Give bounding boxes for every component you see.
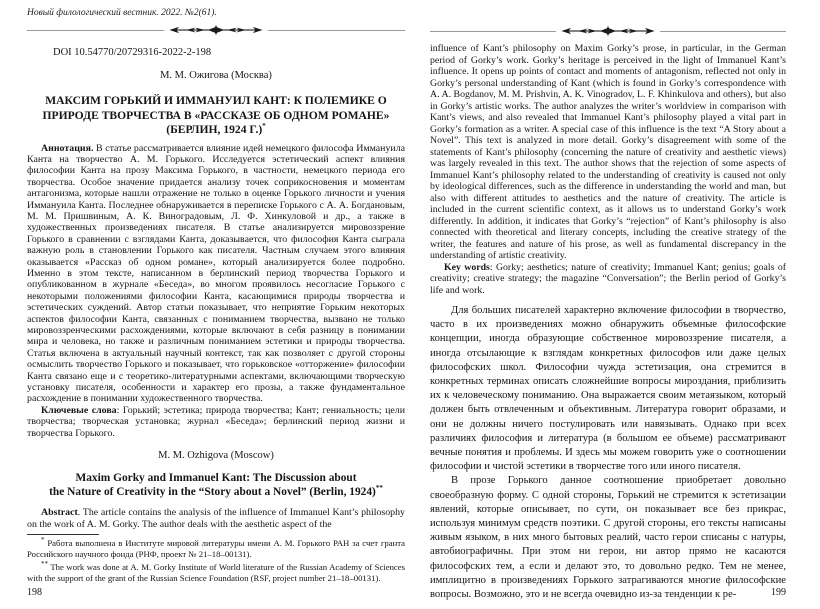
doi: DOI 10.54770/20729316-2022-2-198 [53,47,212,58]
fleuron-icon [168,23,264,37]
article-title-ru [27,94,405,138]
body-paragraph-2: В прозе Горького данное соотношение приобретает довольно своеобразную форму. С одной стороны, Горький не стремится к эстетизации явлений, которые описывает, по сути, он показывает все без прикрас, используя минимум средств поэтики. С другой стороны, его тексты написаны живым языком, в них много бытовых реалий, часто герои списаны с натуры, автобиографичны. При этом ни герои, ни автор прямо не касаются философских тем, а если и делают это, то довольно редко. Тем не менее, имплицитно в произведениях Горького затрагиваются многие философские вопросы. Возможно, это и не всегда очевидно из-за тенденции к ре- [430,475,786,601]
page-left [27,8,405,605]
ornament-divider [430,24,786,38]
author-en: M. M. Ozhigova (Moscow) [158,450,274,462]
abstract-en-text-part1: . The article contains the analysis of the influence of Immanuel Kant’s philosophy on the work of A. M. Gorky. The author deals with the aesthetic aspect of the [27,507,405,530]
keywords-en [430,262,786,297]
page-number-left: 198 [27,587,42,598]
abstract-ru-text: В статье рассматривается влияние идей немецкого философа Иммануила Канта на творчество А. М. Горького. Исследуется эстетический аспект влияния философии Канта на прозу Максима Горького, в частности, немецкого периода его творчества. Особое значение придается анализу точек соприкосновения и моментам антагонизма, которые нашли отражение не только в оценке Горького личности и учения Иммануила Канта. Последнее обнаруживается в переписке Горького с А. А. Богдановым, М. М. Пришвиным, А. К. Виноградовым, Л. Ф. Хинкуловой и др., а также в художественных произведениях писателя. В статье анализируется мировоззрение Горького в сравнении с взглядами Канта, доказывается, что философия Канта сыграла важную роль в становлении Горького как писателя. Частным случаем этого влияния оказывается «Рассказ об одном романе», который анализируется более подробно. Именно в этом тексте, написанном в берлинский период творчества Горького и опубликованном в журнале «Беседа», во многом проявилось несогласие Горького с некоторыми положениями философии Канта, касающимися природы творчества и эстетических суждений. Автор статьи показывает, что неприятие Горьким некоторых аспектов философии Канта, связанных с пониманием творчества, вызвано не только мировоззренческими расхождениями, которые включают в себя разницу в понимании мира и человека, но также и различным пониманием эстетики и природы творчества. Статья включена в актуальный научный контекст, так как позволяет с другой стороны осмыслить творчество Горького и показывает, что горьковское «отторжение» философии Канта связано еще и с теоретико-литературными аспектами, включающими творческую установку писателя, особенности и характер его прозы, а также фундаментальное расхождение в понимании художественного творчества. [27,142,405,405]
title-en-line1: Maxim Gorky and Immanuel Kant: The Discussion about [75,472,357,485]
journal-running-head: Новый филологический вестник. 2022. №2(61). [27,8,217,18]
title-ru-line3-text: (БЕРЛИН, 1924 Г.) [166,123,263,136]
ornament-rule-left [430,31,556,32]
abstract-en-part2: influence of Kant’s philosophy on Maxim Gorky’s prose, in particular, in the German period of Gorky’s work. Gorky’s heritage is perceived in the light of Immanuel Kant’s influence. It opens up points of contact and moments of antagonism, reflected not only in Gorky’s personal understanding of Kant (which is found in Gorky’s correspondence with A. A. Bogdanov, M. M. Prishvin, A. K. Vinogradov, L. F. Khinkulova and others), but also in Gorky’s artistic works. The author analyzes the writer’s worldview in comparison with Kant’s views, and also revealed that Immanuel Kant’s philosophy played a vital part in Gorky’s formation as a writer. A special case of this influence is the text “A Story about a Novel”. This text is analyzed in more detail. Gorky’s disagreement with some of the statements of Kant’s philosophy (concerning the nature of creativity and aesthetic views) was largely revealed in this text. The author shows that the rejection of some aspects of Immanuel Kant’s philosophy related to the understanding of creativity is caused not only by ideological differences, such as the difference in understanding the world and man, but also with different attitudes to aesthetics and the nature of creativity. The article is included in the current scientific context, as it allows us to understand Gorky’s work differently. In addition, it indicates that Gorky’s “rejection” of Kant’s philosophy is also connected with theoretical and literary concepts, including the creative strategy of the writer, the features and nature of his prose, as well as fundamental discrepancy in the understanding of artistic creativity. [430,43,786,261]
title-ru-footnote-marker: * [262,122,266,131]
page-right [430,8,786,605]
ornament-rule-right [268,30,405,31]
author-ru: М. М. Ожигова (Москва) [160,70,272,81]
title-en-line2 [27,483,405,500]
abstract-ru-label: Аннотация. [41,142,94,154]
footnote-separator [27,534,99,535]
page-number-right: 199 [771,587,786,598]
title-ru-line3 [27,123,405,138]
keywords-ru-text: : Горький; эстетика; природа творчества; Кант; гениальность; цели творчества; творческая установка; журнал «Беседа»; берлинский период жизни и творчества Горького. [27,404,405,439]
footnote-en-marker: ** [41,560,48,569]
title-en-line2-text: the Nature of Creativity in the “Story about a Novel” (Berlin, 1924) [49,485,376,498]
keywords-en-label: Key words [444,261,490,273]
footnote-ru-marker: * [41,536,45,545]
keywords-en-text: : Gorky; aesthetics; nature of creativity; Immanuel Kant; genius; goals of creativity; creative strategy; the magazine “Conversation”; the Berlin period of Gorky’s life and work. [430,261,786,296]
abstract-en-label: Abstract [41,507,78,519]
title-en-footnote-marker: ** [375,483,383,492]
footnote-ru [27,538,405,559]
footnote-en-text: The work was done at A. M. Gorky Institute of World literature of the Russian Academy of Sciences with the support of the grant of the Russian Science Foundation (RSF, project number 21–18–00131). [27,562,405,583]
body-paragraph-1: Для больших писателей характерно включение философии в творчество, часто в их произведениях можно обнаружить объемные философские концепции, иногда образующие собственное мировоззрение писателя, а иногда отсылающие к взглядам конкретных философов или даже целых философских школ. Философии чужда эстетизация, она стремится в конкретных терминах описать сложнейшие вопросы мироздания, приблизить их к человеческому пониманию. Она выражается своим метаязыком, который должен быть отвлеченным и объективным. Литература говорит образами, и они не должны ничего постулировать или навязывать. Однако при всех различиях философия и литература (в большом ее объеме) рассматривают вечные понятия и проблемы. И здесь мы можем говорить уже о соотношении философии и чистой эстетики в творчестве того или иного писателя. [430,305,786,473]
title-ru-line1: МАКСИМ ГОРЬКИЙ И ИММАНУИЛ КАНТ: К ПОЛЕМИКЕ О [45,94,387,107]
footnote-en [27,562,405,583]
article-title-en [27,472,405,499]
ornament-rule-left [27,30,164,31]
abstract-en-part1 [27,507,405,530]
ornament-rule-right [660,31,786,32]
title-ru-line2: ПРИРОДЕ ТВОРЧЕСТВА В «РАССКАЗЕ ОБ ОДНОМ РОМАНЕ» [42,108,390,122]
keywords-ru-label: Ключевые слова [41,404,117,416]
footnote-ru-text: Работа выполнена в Институте мировой литературы имени А. М. Горького РАН за счет гранта Российского научного фонда (РНФ, проект № 21–18–00131). [27,538,405,559]
fleuron-icon [560,24,656,38]
keywords-ru [27,405,405,439]
abstract-ru [27,143,405,405]
ornament-divider [27,23,405,37]
